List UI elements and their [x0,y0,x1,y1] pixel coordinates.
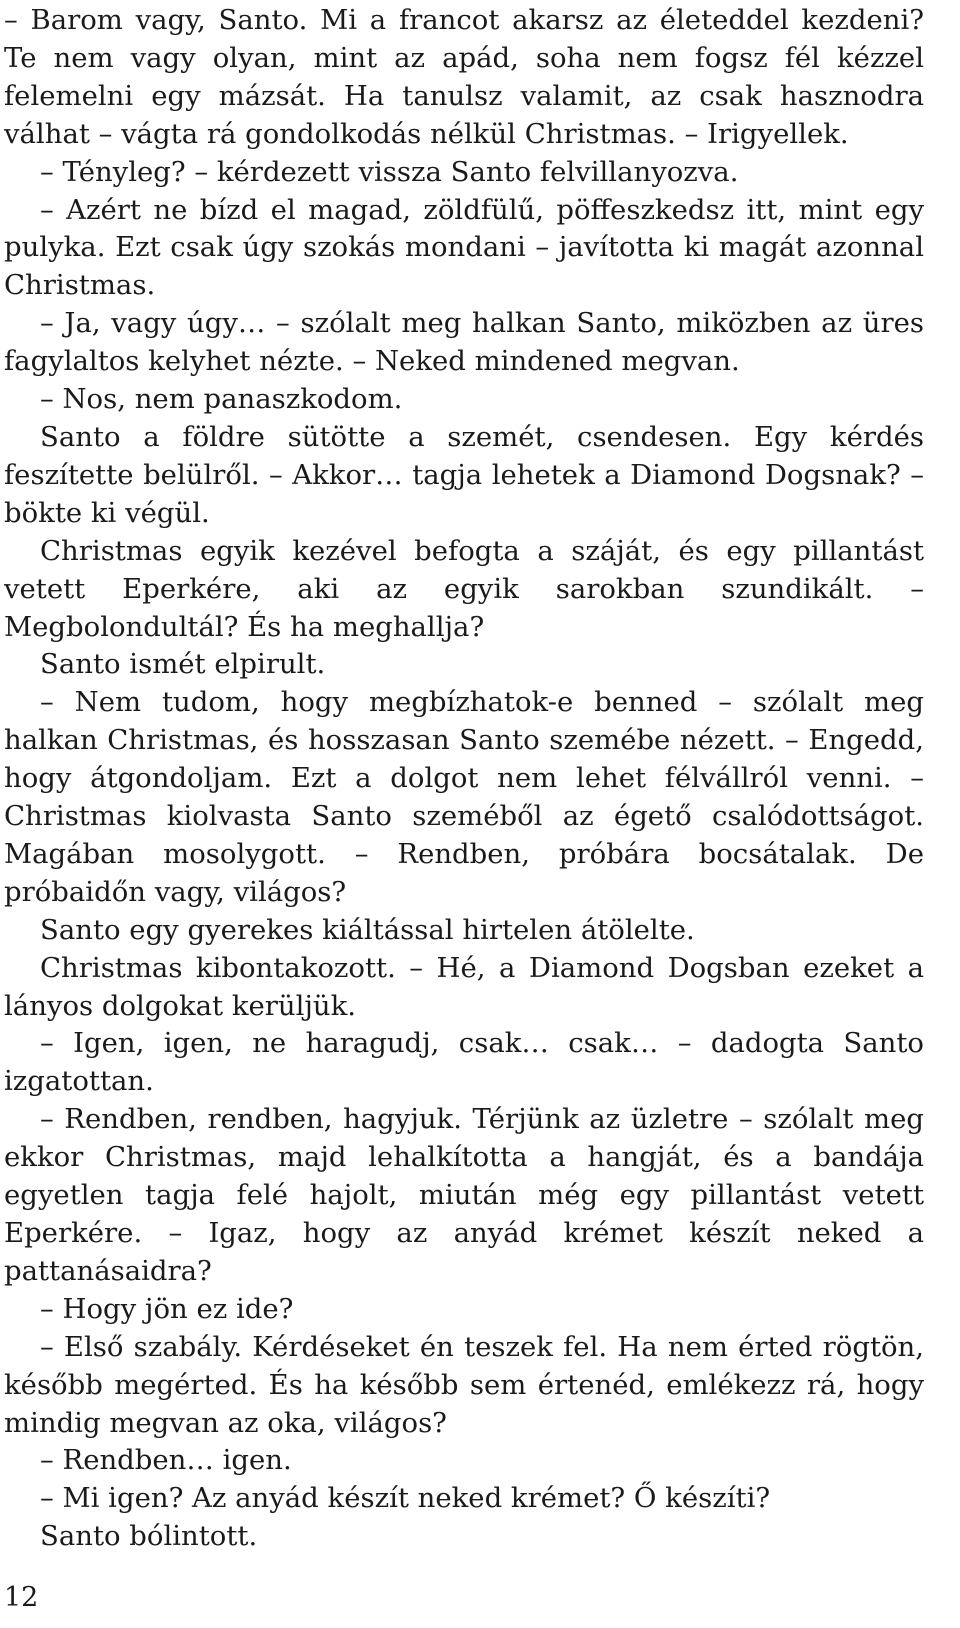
paragraph: – Rendben, rendben, hagyjuk. Térjünk az üzletre – szólalt meg ekkor Christmas, majd lehalkította a hangját, és a bandája egyetlen tagja felé hajolt, miután még egy pillantást vetett Eperkére. – Igaz, hogy az anyád krémet készít neked a pattanásaidra? [4,1103,924,1287]
paragraph: – Igen, igen, ne haragudj, csak… csak… – dadogta Santo izgatottan. [4,1027,924,1098]
paragraph: – Első szabály. Kérdéseket én teszek fel. Ha nem érted rögtön, később megérted. És ha később sem értenéd, emlékezz rá, hogy mindig megvan az oka, világos? [4,1330,924,1439]
paragraph: Christmas egyik kezével befogta a száját, és egy pillantást vetett Eperkére, aki az egyik sarokban szundikált. – Megbolondultál? És ha meghallja? [4,534,924,643]
paragraph: Santo bólintott. [40,1520,258,1553]
book-page [4,2,924,1556]
paragraph: – Nos, nem panaszkodom. [40,383,403,416]
paragraph: – Tényleg? – kérdezett vissza Santo felvillanyozva. [40,155,739,188]
paragraph: – Nem tudom, hogy megbízhatok-e benned – szólalt meg halkan Christmas, és hosszasan Santo szemébe nézett. – Engedd, hogy átgondoljam. Ezt a dolgot nem lehet félvállról venni. – Christmas kiolvasta Santo szeméből az égető csalódottságot. Magában mosolygott. – Rendben, próbára bocsátalak. De próbaidőn vagy, világos? [4,686,924,908]
paragraph: – Azért ne bízd el magad, zöldfülű, pöffeszkedsz itt, mint egy pulyka. Ezt csak úgy szokás mondani – javította ki magát azonnal Christmas. [4,193,924,302]
paragraph: – Hogy jön ez ide? [40,1292,294,1325]
paragraph: – Mi igen? Az anyád készít neked krémet? Ő készíti? [40,1482,771,1515]
paragraph: – Barom vagy, Santo. Mi a francot akarsz az életeddel kezdeni? Te nem vagy olyan, mint az apád, soha nem fogsz fél kézzel felemelni egy mázsát. Ha tanulsz valamit, az csak hasznodra válhat – vágta rá gondolkodás nélkül Christmas. – Irigyellek. [4,4,924,150]
paragraph: Santo a földre sütötte a szemét, csendesen. Egy kérdés feszítette belülről. – Akkor… tagja lehetek a Diamond Dogsnak? – bökte ki végül. [4,420,924,529]
paragraph: – Ja, vagy úgy… – szólalt meg halkan Santo, miközben az üres fagylaltos kelyhet nézte. – Neked mindened megvan. [4,307,924,378]
page-number: 12 [4,1582,39,1613]
paragraph: Santo egy gyerekes kiáltással hirtelen átölelte. [40,913,695,946]
paragraph: Christmas kibontakozott. – Hé, a Diamond Dogsban ezeket a lányos dolgokat kerüljük. [4,951,924,1022]
paragraph: Santo ismét elpirult. [40,648,326,681]
paragraph: – Rendben… igen. [40,1444,292,1477]
